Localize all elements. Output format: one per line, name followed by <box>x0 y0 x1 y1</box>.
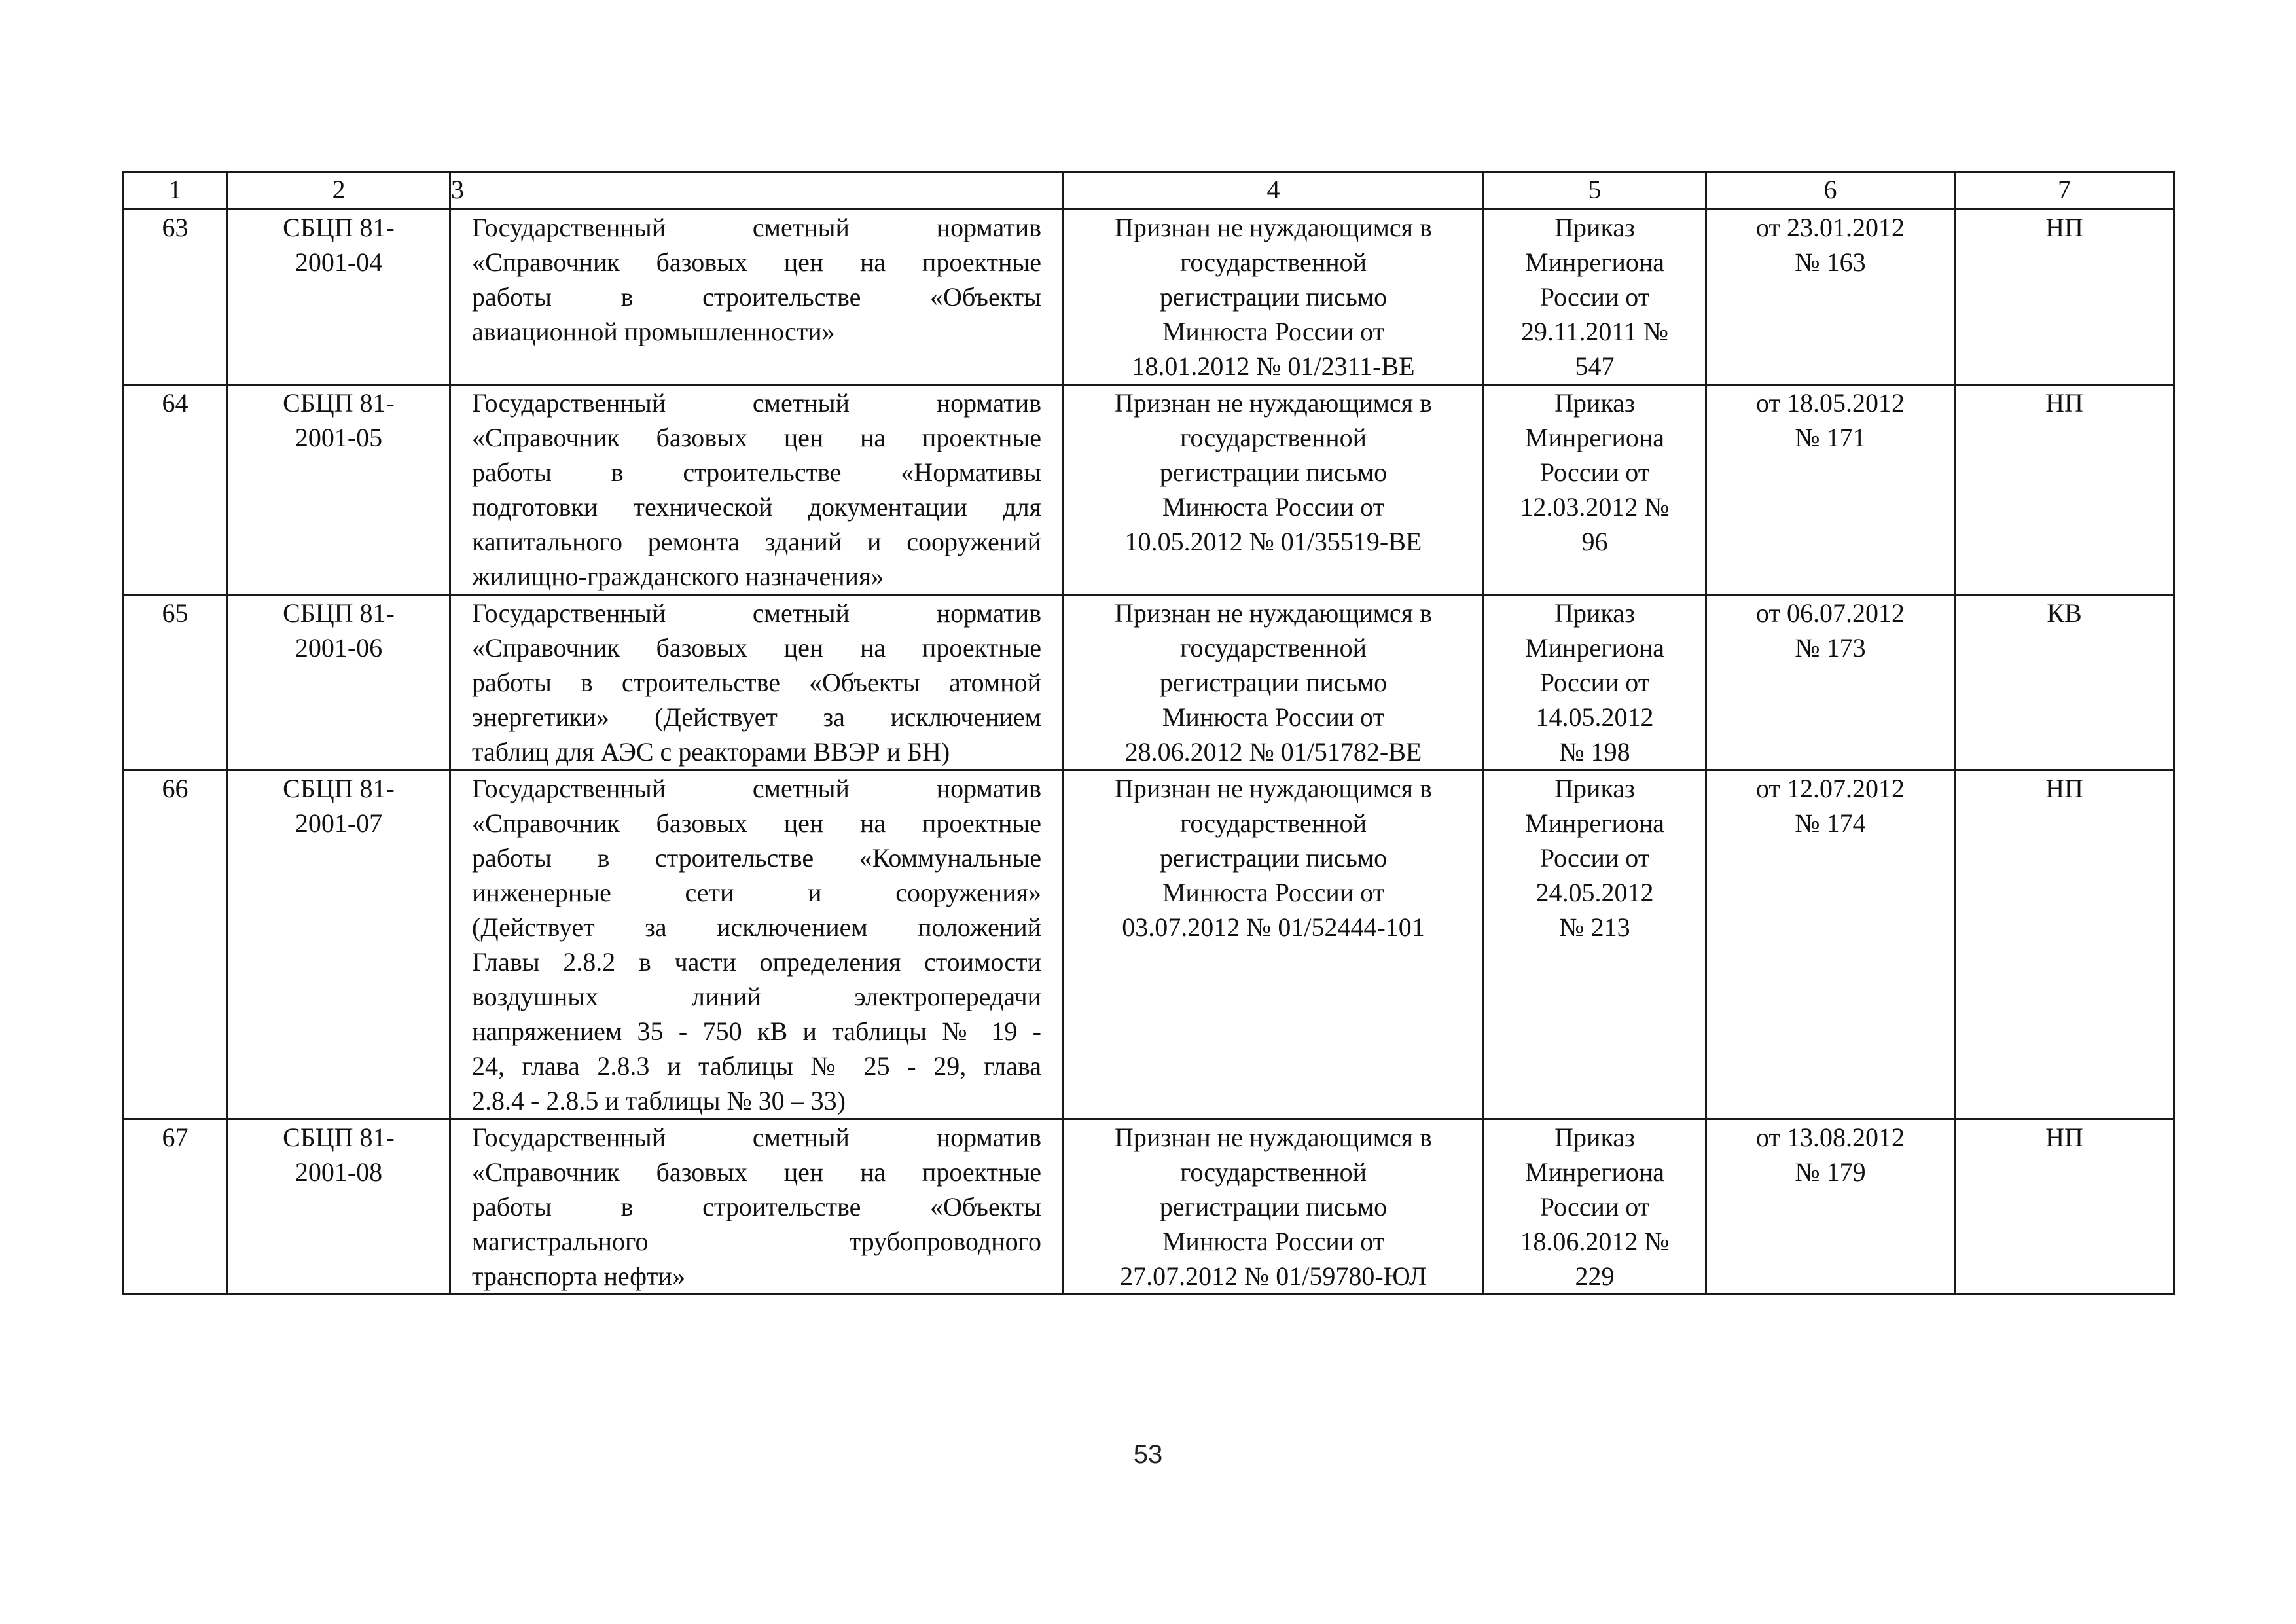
registration-line: государственной <box>1179 247 1367 277</box>
registration-line: Признан не нуждающимся в <box>1115 1123 1432 1152</box>
normative-title-line: «Справочник базовых цен на проектные <box>472 1157 1041 1187</box>
registration-line: регистрации письмо <box>1159 1192 1388 1221</box>
order-lines <box>1505 1120 1684 1293</box>
page-number: 53 <box>1133 1440 1163 1469</box>
registration-line: регистрации письмо <box>1159 282 1388 312</box>
effective-date-line: № 163 <box>1795 247 1866 277</box>
effective-date-lines <box>1728 1120 1933 1189</box>
order-line: 96 <box>1581 527 1608 556</box>
registration-lines <box>1085 210 1462 384</box>
normative-title-line: работы в строительстве «Объекты <box>472 282 1041 312</box>
column-header-7: 7 <box>1955 173 2174 209</box>
effective-date-line: от 13.08.2012 <box>1756 1123 1905 1152</box>
order-cell <box>1484 385 1706 595</box>
registration-line: государственной <box>1179 808 1367 838</box>
status-cell: НП <box>1955 209 2174 385</box>
normative-code-cell <box>228 595 450 770</box>
normative-code-line: СБЦП 81- <box>283 774 395 803</box>
order-line: Приказ <box>1554 213 1635 242</box>
normative-title-line: капитального ремонта зданий и сооружений <box>472 527 1041 556</box>
normative-code-lines <box>249 596 428 665</box>
registration-line: 10.05.2012 № 01/35519-ВЕ <box>1124 527 1422 556</box>
normative-title-line: работы в строительстве «Нормативы <box>472 458 1041 487</box>
normative-title-line: воздушных линий электропередачи <box>472 982 1041 1011</box>
registration-lines <box>1085 596 1462 769</box>
registration-line: регистрации письмо <box>1159 458 1388 487</box>
registration-line: 28.06.2012 № 01/51782-ВЕ <box>1124 737 1422 767</box>
normative-title-line: Государственный сметный норматив <box>472 1123 1041 1152</box>
registry-body <box>123 173 2174 1295</box>
table-row <box>123 209 2174 385</box>
normative-code-cell <box>228 770 450 1119</box>
registration-line: Минюста России от <box>1162 1227 1385 1256</box>
registration-line: Минюста России от <box>1162 878 1385 907</box>
registration-line: Признан не нуждающимся в <box>1115 388 1432 418</box>
registration-line: государственной <box>1179 1157 1367 1187</box>
order-line: России от <box>1539 1192 1650 1221</box>
normative-title-line: 2.8.4 - 2.8.5 и таблицы № 30 – 33) <box>472 1086 846 1115</box>
effective-date-line: № 171 <box>1795 423 1866 452</box>
table-row <box>123 595 2174 770</box>
normative-code-line: СБЦП 81- <box>283 598 395 628</box>
normative-title-line: «Справочник базовых цен на проектные <box>472 247 1041 277</box>
normative-code-cell <box>228 209 450 385</box>
order-line: Минрегиона <box>1524 633 1665 662</box>
order-line: Приказ <box>1554 388 1635 418</box>
effective-date-line: № 174 <box>1795 808 1866 838</box>
order-line: Приказ <box>1554 598 1635 628</box>
order-line: 14.05.2012 <box>1535 702 1654 732</box>
registration-line: государственной <box>1179 423 1367 452</box>
document-sheet <box>122 171 2173 1295</box>
normative-title-lines <box>472 1120 1041 1293</box>
order-line: Минрегиона <box>1524 1157 1665 1187</box>
order-lines <box>1505 771 1684 945</box>
normative-code-line: СБЦП 81- <box>283 213 395 242</box>
normative-title-lines <box>472 596 1041 769</box>
effective-date-line: № 179 <box>1795 1157 1866 1187</box>
column-header-6: 6 <box>1706 173 1955 209</box>
normative-code-cell <box>228 385 450 595</box>
normative-title-line: Государственный сметный норматив <box>472 213 1041 242</box>
row-number-cell: 66 <box>123 770 228 1119</box>
effective-date-lines <box>1728 386 1933 455</box>
normative-title-line: транспорта нефти» <box>472 1261 685 1291</box>
normative-title-line: (Действует за исключением положений <box>472 912 1041 942</box>
row-number-cell: 67 <box>123 1119 228 1295</box>
order-line: Приказ <box>1554 1123 1635 1152</box>
registration-line: 27.07.2012 № 01/59780-ЮЛ <box>1120 1261 1427 1291</box>
registration-line: 03.07.2012 № 01/52444-101 <box>1122 912 1425 942</box>
order-line: 18.06.2012 № <box>1520 1227 1670 1256</box>
normative-code-lines <box>249 210 428 280</box>
normative-title-line: таблиц для АЭС с реакторами ВВЭР и БН) <box>472 737 950 767</box>
registration-line: Признан не нуждающимся в <box>1115 598 1432 628</box>
normative-title-cell <box>450 770 1064 1119</box>
registration-lines <box>1085 386 1462 559</box>
registration-line: Признан не нуждающимся в <box>1115 774 1432 803</box>
order-lines <box>1505 210 1684 384</box>
effective-date-line: от 18.05.2012 <box>1756 388 1905 418</box>
order-line: Минрегиона <box>1524 808 1665 838</box>
order-line: 12.03.2012 № <box>1520 492 1670 522</box>
normative-title-line: работы в строительстве «Объекты атомной <box>472 668 1041 697</box>
registration-line: 18.01.2012 № 01/2311-ВЕ <box>1132 352 1415 381</box>
order-line: Приказ <box>1554 774 1635 803</box>
normative-title-line: 24, глава 2.8.3 и таблицы № 25 - 29, глава <box>472 1051 1041 1081</box>
registration-line: Минюста России от <box>1162 317 1385 346</box>
normative-title-line: инженерные сети и сооружения» <box>472 878 1041 907</box>
registration-line: регистрации письмо <box>1159 843 1388 873</box>
registration-cell <box>1064 385 1484 595</box>
column-header-3: 3 <box>450 173 1064 209</box>
column-header-5: 5 <box>1484 173 1706 209</box>
order-line: 547 <box>1575 352 1615 381</box>
normative-code-line: СБЦП 81- <box>283 1123 395 1152</box>
registration-line: регистрации письмо <box>1159 668 1388 697</box>
order-cell <box>1484 209 1706 385</box>
registration-line: Признан не нуждающимся в <box>1115 213 1432 242</box>
effective-date-line: № 173 <box>1795 633 1866 662</box>
normative-code-line: СБЦП 81- <box>283 388 395 418</box>
order-line: Минрегиона <box>1524 423 1665 452</box>
effective-date-cell <box>1706 770 1955 1119</box>
normative-title-line: напряжением 35 - 750 кВ и таблицы № 19 - <box>472 1017 1041 1046</box>
effective-date-cell <box>1706 385 1955 595</box>
order-lines <box>1505 386 1684 559</box>
order-cell <box>1484 595 1706 770</box>
order-line: 24.05.2012 <box>1535 878 1654 907</box>
status-cell: КВ <box>1955 595 2174 770</box>
normative-title-line: работы в строительстве «Коммунальные <box>472 843 1041 873</box>
effective-date-cell <box>1706 209 1955 385</box>
normative-title-line: подготовки технической документации для <box>472 492 1041 522</box>
order-line: 29.11.2011 № <box>1520 317 1669 346</box>
normative-title-cell <box>450 209 1064 385</box>
normative-title-line: Государственный сметный норматив <box>472 598 1041 628</box>
effective-date-lines <box>1728 210 1933 280</box>
registration-line: Минюста России от <box>1162 702 1385 732</box>
normative-code-lines <box>249 386 428 455</box>
normative-title-cell <box>450 385 1064 595</box>
normative-title-lines <box>472 771 1041 1118</box>
effective-date-line: от 23.01.2012 <box>1756 213 1905 242</box>
normative-title-cell <box>450 1119 1064 1295</box>
order-line: 229 <box>1575 1261 1615 1291</box>
order-line: Минрегиона <box>1524 247 1665 277</box>
normative-code-line: 2001-05 <box>295 423 383 452</box>
registration-cell <box>1064 770 1484 1119</box>
registration-lines <box>1085 1120 1462 1293</box>
registration-cell <box>1064 209 1484 385</box>
registration-cell <box>1064 595 1484 770</box>
order-cell <box>1484 1119 1706 1295</box>
normative-title-line: магистрального трубопроводного <box>472 1227 1041 1256</box>
order-line: России от <box>1539 458 1650 487</box>
row-number-cell: 65 <box>123 595 228 770</box>
effective-date-lines <box>1728 596 1933 665</box>
row-number-cell: 63 <box>123 209 228 385</box>
order-line: № 198 <box>1559 737 1630 767</box>
effective-date-cell <box>1706 1119 1955 1295</box>
status-cell: НП <box>1955 770 2174 1119</box>
table-row <box>123 385 2174 595</box>
column-header-1: 1 <box>123 173 228 209</box>
effective-date-cell <box>1706 595 1955 770</box>
normative-title-line: «Справочник базовых цен на проектные <box>472 808 1041 838</box>
registration-line: Минюста России от <box>1162 492 1385 522</box>
normative-title-line: «Справочник базовых цен на проектные <box>472 423 1041 452</box>
normative-title-line: работы в строительстве «Объекты <box>472 1192 1041 1221</box>
order-line: России от <box>1539 668 1650 697</box>
normative-code-line: 2001-07 <box>295 808 383 838</box>
normative-title-lines <box>472 210 1041 349</box>
order-line: № 213 <box>1559 912 1630 942</box>
normative-title-line: авиационной промышленности» <box>472 317 835 346</box>
order-line: России от <box>1539 282 1650 312</box>
table-row <box>123 1119 2174 1295</box>
normative-title-line: жилищно-гражданского назначения» <box>472 562 884 591</box>
order-line: России от <box>1539 843 1650 873</box>
registration-lines <box>1085 771 1462 945</box>
normative-title-cell <box>450 595 1064 770</box>
normative-title-line: Государственный сметный норматив <box>472 388 1041 418</box>
order-cell <box>1484 770 1706 1119</box>
registration-line: государственной <box>1179 633 1367 662</box>
row-number-cell: 64 <box>123 385 228 595</box>
order-lines <box>1505 596 1684 769</box>
normative-title-line: «Справочник базовых цен на проектные <box>472 633 1041 662</box>
normative-registry-table <box>122 171 2175 1295</box>
effective-date-line: от 06.07.2012 <box>1756 598 1905 628</box>
normative-title-line: Государственный сметный норматив <box>472 774 1041 803</box>
table-row <box>123 770 2174 1119</box>
column-header-4: 4 <box>1064 173 1484 209</box>
effective-date-lines <box>1728 771 1933 840</box>
normative-code-line: 2001-06 <box>295 633 383 662</box>
effective-date-line: от 12.07.2012 <box>1756 774 1905 803</box>
normative-title-line: энергетики» (Действует за исключением <box>472 702 1041 732</box>
normative-code-lines <box>249 771 428 840</box>
normative-code-lines <box>249 1120 428 1189</box>
normative-code-line: 2001-04 <box>295 247 383 277</box>
column-header-2: 2 <box>228 173 450 209</box>
normative-code-cell <box>228 1119 450 1295</box>
column-number-header-row <box>123 173 2174 209</box>
registration-cell <box>1064 1119 1484 1295</box>
normative-title-lines <box>472 386 1041 594</box>
normative-code-line: 2001-08 <box>295 1157 383 1187</box>
status-cell: НП <box>1955 385 2174 595</box>
status-cell: НП <box>1955 1119 2174 1295</box>
normative-title-line: Главы 2.8.2 в части определения стоимости <box>472 947 1041 977</box>
